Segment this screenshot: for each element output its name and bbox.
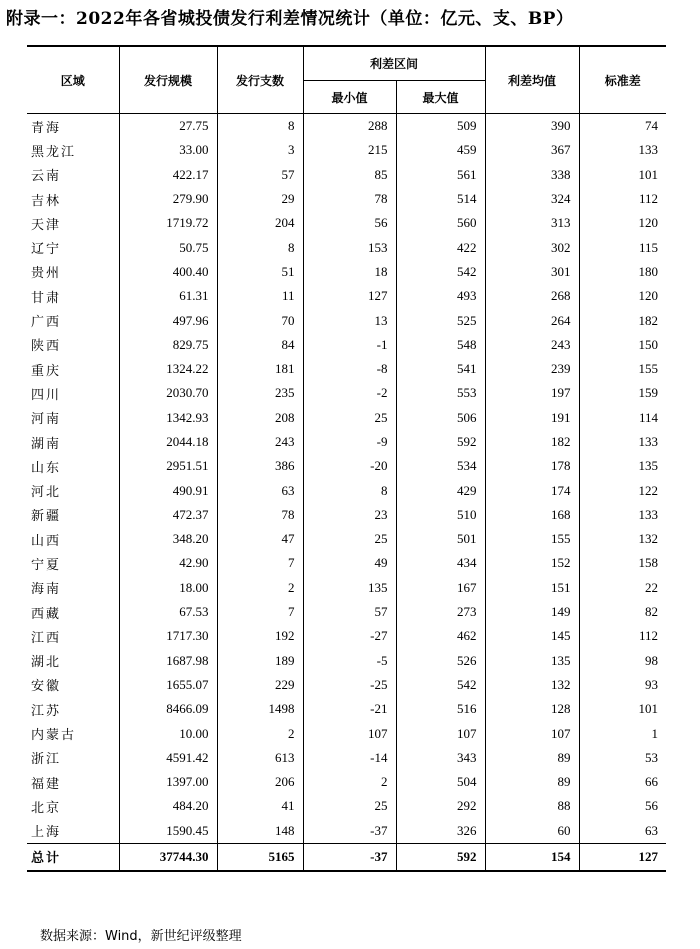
cell-spread-min: -8 bbox=[303, 357, 396, 381]
cell-issue-scale: 42.90 bbox=[119, 551, 217, 575]
table-row bbox=[27, 260, 666, 284]
cell-issue-count: 613 bbox=[217, 746, 303, 770]
cell-std-dev: 132 bbox=[638, 531, 659, 547]
cell-spread-min: 288 bbox=[303, 114, 396, 139]
cell-std-dev: 82 bbox=[645, 604, 659, 620]
document-title: 附录一：2022年各省城投债发行利差情况统计（单位：亿元、支、BP） bbox=[6, 9, 574, 29]
cell-std-dev: 158 bbox=[638, 555, 659, 571]
cell-spread-mean: 338 bbox=[485, 163, 579, 187]
cell-region: 贵州 bbox=[27, 260, 119, 284]
cell-issue-count: 7 bbox=[217, 600, 303, 624]
table-row bbox=[27, 114, 666, 139]
cell-spread-mean: 174 bbox=[485, 478, 579, 502]
table-row bbox=[27, 235, 666, 259]
cell-spread-mean: 367 bbox=[485, 138, 579, 162]
cell-issue-scale: 33.00 bbox=[119, 138, 217, 162]
cell-spread-mean: 135 bbox=[485, 649, 579, 673]
total-issue-count: 5165 bbox=[217, 843, 303, 871]
cell-spread-mean: 182 bbox=[485, 430, 579, 454]
cell-spread-min: 153 bbox=[303, 235, 396, 259]
cell-std-dev: 135 bbox=[638, 458, 659, 474]
cell-spread-min: -5 bbox=[303, 649, 396, 673]
cell-issue-scale: 18.00 bbox=[119, 576, 217, 600]
cell-spread-mean: 152 bbox=[485, 551, 579, 575]
cell-spread-min: 2 bbox=[303, 770, 396, 794]
cell-spread-mean: 191 bbox=[485, 406, 579, 430]
cell-std-dev: 112 bbox=[638, 628, 659, 644]
cell-spread-mean: 151 bbox=[485, 576, 579, 600]
cell-issue-scale: 67.53 bbox=[119, 600, 217, 624]
cell-region: 北京 bbox=[27, 794, 119, 818]
cell-issue-scale: 1397.00 bbox=[119, 770, 217, 794]
cell-spread-mean: 197 bbox=[485, 381, 579, 405]
table-row bbox=[27, 746, 666, 770]
cell-region: 宁夏 bbox=[27, 551, 119, 575]
cell-std-dev: 114 bbox=[638, 409, 659, 425]
cell-spread-mean: 168 bbox=[485, 503, 579, 527]
cell-issue-scale: 1342.93 bbox=[119, 406, 217, 430]
cell-region: 云南 bbox=[27, 163, 119, 187]
cell-spread-min: -2 bbox=[303, 381, 396, 405]
header-max: 最大值 bbox=[396, 81, 485, 114]
cell-spread-min: 49 bbox=[303, 551, 396, 575]
cell-issue-count: 2 bbox=[217, 576, 303, 600]
cell-spread-min: -27 bbox=[303, 624, 396, 648]
cell-spread-max: 493 bbox=[396, 284, 485, 308]
cell-region: 山西 bbox=[27, 527, 119, 551]
cell-spread-mean: 149 bbox=[485, 600, 579, 624]
cell-issue-count: 3 bbox=[217, 138, 303, 162]
cell-std-dev: 120 bbox=[638, 215, 659, 231]
cell-issue-count: 204 bbox=[217, 211, 303, 235]
cell-region: 广西 bbox=[27, 308, 119, 332]
total-region: 总计 bbox=[27, 843, 119, 871]
cell-std-dev: 101 bbox=[638, 701, 659, 717]
cell-spread-mean: 390 bbox=[485, 114, 579, 139]
cell-region: 江苏 bbox=[27, 697, 119, 721]
cell-spread-mean: 302 bbox=[485, 235, 579, 259]
cell-issue-count: 47 bbox=[217, 527, 303, 551]
total-spread-min: -37 bbox=[303, 843, 396, 871]
cell-region: 湖南 bbox=[27, 430, 119, 454]
cell-spread-max: 107 bbox=[396, 721, 485, 745]
cell-region: 海南 bbox=[27, 576, 119, 600]
cell-spread-max: 501 bbox=[396, 527, 485, 551]
cell-spread-mean: 268 bbox=[485, 284, 579, 308]
cell-issue-count: 7 bbox=[217, 551, 303, 575]
cell-issue-count: 206 bbox=[217, 770, 303, 794]
cell-spread-min: 25 bbox=[303, 794, 396, 818]
cell-issue-count: 8 bbox=[217, 235, 303, 259]
cell-spread-max: 343 bbox=[396, 746, 485, 770]
header-issue-count: 发行支数 bbox=[217, 46, 303, 114]
table-row bbox=[27, 333, 666, 357]
cell-spread-max: 167 bbox=[396, 576, 485, 600]
cell-std-dev: 74 bbox=[645, 118, 659, 134]
cell-spread-mean: 132 bbox=[485, 673, 579, 697]
cell-spread-min: 23 bbox=[303, 503, 396, 527]
table-row bbox=[27, 211, 666, 235]
cell-std-dev: 22 bbox=[645, 579, 659, 595]
cell-std-dev: 122 bbox=[638, 482, 659, 498]
cell-issue-count: 57 bbox=[217, 163, 303, 187]
cell-region: 重庆 bbox=[27, 357, 119, 381]
cell-spread-mean: 89 bbox=[485, 746, 579, 770]
cell-spread-mean: 239 bbox=[485, 357, 579, 381]
cell-issue-count: 189 bbox=[217, 649, 303, 673]
table-row bbox=[27, 454, 666, 478]
cell-spread-min: 127 bbox=[303, 284, 396, 308]
cell-region: 内蒙古 bbox=[27, 721, 119, 745]
cell-spread-mean: 301 bbox=[485, 260, 579, 284]
cell-region: 湖北 bbox=[27, 649, 119, 673]
cell-spread-min: 18 bbox=[303, 260, 396, 284]
cell-spread-max: 510 bbox=[396, 503, 485, 527]
cell-issue-count: 11 bbox=[217, 284, 303, 308]
cell-spread-min: -37 bbox=[303, 819, 396, 844]
cell-std-dev: 56 bbox=[645, 798, 659, 814]
cell-std-dev: 63 bbox=[645, 822, 659, 838]
table-body bbox=[27, 114, 666, 871]
table-row bbox=[27, 187, 666, 211]
table-row bbox=[27, 430, 666, 454]
cell-region: 新疆 bbox=[27, 503, 119, 527]
cell-std-dev: 150 bbox=[638, 336, 659, 352]
cell-issue-count: 243 bbox=[217, 430, 303, 454]
cell-std-dev: 93 bbox=[645, 676, 659, 692]
cell-spread-mean: 88 bbox=[485, 794, 579, 818]
cell-spread-mean: 178 bbox=[485, 454, 579, 478]
cell-spread-max: 509 bbox=[396, 114, 485, 139]
cell-spread-mean: 155 bbox=[485, 527, 579, 551]
cell-spread-mean: 313 bbox=[485, 211, 579, 235]
cell-spread-min: 57 bbox=[303, 600, 396, 624]
cell-std-dev: 182 bbox=[638, 312, 659, 328]
cell-spread-mean: 324 bbox=[485, 187, 579, 211]
table-row bbox=[27, 576, 666, 600]
cell-issue-scale: 2951.51 bbox=[119, 454, 217, 478]
cell-spread-mean: 264 bbox=[485, 308, 579, 332]
cell-issue-count: 70 bbox=[217, 308, 303, 332]
table-row bbox=[27, 478, 666, 502]
cell-region: 山东 bbox=[27, 454, 119, 478]
cell-spread-max: 516 bbox=[396, 697, 485, 721]
cell-region: 西藏 bbox=[27, 600, 119, 624]
cell-issue-scale: 472.37 bbox=[119, 503, 217, 527]
cell-issue-count: 78 bbox=[217, 503, 303, 527]
source-note: 数据来源：Wind，新世纪评级整理 bbox=[40, 929, 242, 944]
cell-region: 浙江 bbox=[27, 746, 119, 770]
cell-std-dev: 115 bbox=[638, 239, 659, 255]
cell-spread-mean: 107 bbox=[485, 721, 579, 745]
table-row bbox=[27, 551, 666, 575]
cell-std-dev: 155 bbox=[638, 361, 659, 377]
cell-issue-count: 41 bbox=[217, 794, 303, 818]
cell-issue-count: 229 bbox=[217, 673, 303, 697]
table-row bbox=[27, 600, 666, 624]
total-row bbox=[27, 843, 666, 871]
cell-spread-mean: 145 bbox=[485, 624, 579, 648]
header-std-dev: 标准差 bbox=[604, 73, 641, 88]
cell-spread-max: 273 bbox=[396, 600, 485, 624]
cell-spread-max: 326 bbox=[396, 819, 485, 844]
cell-issue-count: 208 bbox=[217, 406, 303, 430]
cell-spread-max: 541 bbox=[396, 357, 485, 381]
cell-issue-count: 8 bbox=[217, 114, 303, 139]
cell-issue-scale: 829.75 bbox=[119, 333, 217, 357]
cell-spread-max: 561 bbox=[396, 163, 485, 187]
cell-issue-count: 192 bbox=[217, 624, 303, 648]
cell-spread-max: 534 bbox=[396, 454, 485, 478]
cell-spread-max: 592 bbox=[396, 430, 485, 454]
cell-spread-mean: 128 bbox=[485, 697, 579, 721]
cell-spread-max: 429 bbox=[396, 478, 485, 502]
table-row bbox=[27, 163, 666, 187]
cell-spread-min: 135 bbox=[303, 576, 396, 600]
cell-spread-min: 13 bbox=[303, 308, 396, 332]
table-row bbox=[27, 673, 666, 697]
cell-region: 甘肃 bbox=[27, 284, 119, 308]
header-spread-mean: 利差均值 bbox=[485, 46, 579, 114]
cell-region: 陕西 bbox=[27, 333, 119, 357]
cell-spread-min: 78 bbox=[303, 187, 396, 211]
cell-spread-max: 526 bbox=[396, 649, 485, 673]
cell-spread-mean: 89 bbox=[485, 770, 579, 794]
cell-issue-count: 2 bbox=[217, 721, 303, 745]
cell-issue-count: 386 bbox=[217, 454, 303, 478]
cell-region: 上海 bbox=[27, 819, 119, 844]
cell-spread-max: 506 bbox=[396, 406, 485, 430]
cell-region: 河北 bbox=[27, 478, 119, 502]
total-spread-mean: 154 bbox=[485, 843, 579, 871]
cell-spread-min: 107 bbox=[303, 721, 396, 745]
cell-spread-min: 8 bbox=[303, 478, 396, 502]
cell-issue-count: 1498 bbox=[217, 697, 303, 721]
cell-spread-mean: 60 bbox=[485, 819, 579, 844]
cell-issue-count: 235 bbox=[217, 381, 303, 405]
cell-region: 天津 bbox=[27, 211, 119, 235]
cell-std-dev: 101 bbox=[638, 166, 659, 182]
cell-std-dev: 120 bbox=[638, 288, 659, 304]
cell-spread-max: 548 bbox=[396, 333, 485, 357]
table-row bbox=[27, 527, 666, 551]
cell-spread-min: 25 bbox=[303, 527, 396, 551]
table-row bbox=[27, 381, 666, 405]
table-row bbox=[27, 406, 666, 430]
cell-region: 江西 bbox=[27, 624, 119, 648]
cell-spread-min: 215 bbox=[303, 138, 396, 162]
spread-statistics-table bbox=[27, 45, 666, 872]
cell-spread-min: 25 bbox=[303, 406, 396, 430]
table-row bbox=[27, 138, 666, 162]
cell-spread-max: 542 bbox=[396, 260, 485, 284]
cell-issue-scale: 4591.42 bbox=[119, 746, 217, 770]
table-row bbox=[27, 794, 666, 818]
cell-spread-max: 459 bbox=[396, 138, 485, 162]
table-row bbox=[27, 357, 666, 381]
cell-spread-max: 514 bbox=[396, 187, 485, 211]
cell-issue-scale: 50.75 bbox=[119, 235, 217, 259]
cell-std-dev: 180 bbox=[638, 263, 659, 279]
table-row bbox=[27, 624, 666, 648]
cell-std-dev: 159 bbox=[638, 385, 659, 401]
cell-region: 福建 bbox=[27, 770, 119, 794]
cell-std-dev: 133 bbox=[638, 142, 659, 158]
cell-spread-max: 292 bbox=[396, 794, 485, 818]
cell-issue-count: 148 bbox=[217, 819, 303, 844]
cell-spread-max: 525 bbox=[396, 308, 485, 332]
cell-region: 吉林 bbox=[27, 187, 119, 211]
cell-spread-min: -9 bbox=[303, 430, 396, 454]
total-std-dev: 127 bbox=[579, 843, 666, 871]
cell-issue-scale: 2030.70 bbox=[119, 381, 217, 405]
table-row bbox=[27, 697, 666, 721]
cell-region: 青海 bbox=[27, 114, 119, 139]
cell-issue-scale: 8466.09 bbox=[119, 697, 217, 721]
cell-spread-max: 542 bbox=[396, 673, 485, 697]
cell-issue-scale: 484.20 bbox=[119, 794, 217, 818]
cell-std-dev: 112 bbox=[638, 191, 659, 207]
table-row bbox=[27, 770, 666, 794]
table-row bbox=[27, 721, 666, 745]
cell-region: 安徽 bbox=[27, 673, 119, 697]
table-row bbox=[27, 649, 666, 673]
cell-issue-scale: 1590.45 bbox=[119, 819, 217, 844]
cell-region: 辽宁 bbox=[27, 235, 119, 259]
cell-issue-scale: 1687.98 bbox=[119, 649, 217, 673]
cell-issue-count: 29 bbox=[217, 187, 303, 211]
cell-issue-scale: 10.00 bbox=[119, 721, 217, 745]
cell-std-dev: 98 bbox=[645, 652, 659, 668]
cell-region: 河南 bbox=[27, 406, 119, 430]
table-row bbox=[27, 308, 666, 332]
header-region: 区域 bbox=[27, 46, 119, 114]
total-spread-max: 592 bbox=[396, 843, 485, 871]
cell-spread-min: -25 bbox=[303, 673, 396, 697]
cell-issue-scale: 1655.07 bbox=[119, 673, 217, 697]
cell-issue-count: 181 bbox=[217, 357, 303, 381]
cell-spread-max: 553 bbox=[396, 381, 485, 405]
cell-spread-max: 422 bbox=[396, 235, 485, 259]
cell-issue-scale: 1717.30 bbox=[119, 624, 217, 648]
cell-spread-max: 434 bbox=[396, 551, 485, 575]
cell-std-dev: 133 bbox=[638, 506, 659, 522]
cell-spread-min: -1 bbox=[303, 333, 396, 357]
cell-spread-min: 56 bbox=[303, 211, 396, 235]
cell-issue-scale: 1324.22 bbox=[119, 357, 217, 381]
cell-spread-max: 504 bbox=[396, 770, 485, 794]
cell-spread-mean: 243 bbox=[485, 333, 579, 357]
cell-std-dev: 53 bbox=[645, 749, 659, 765]
total-issue-scale: 37744.30 bbox=[119, 843, 217, 871]
cell-spread-min: -14 bbox=[303, 746, 396, 770]
table-row bbox=[27, 503, 666, 527]
cell-spread-max: 462 bbox=[396, 624, 485, 648]
cell-issue-scale: 1719.72 bbox=[119, 211, 217, 235]
cell-spread-min: -21 bbox=[303, 697, 396, 721]
cell-issue-scale: 400.40 bbox=[119, 260, 217, 284]
cell-issue-count: 84 bbox=[217, 333, 303, 357]
cell-issue-scale: 279.90 bbox=[119, 187, 217, 211]
cell-issue-count: 51 bbox=[217, 260, 303, 284]
cell-std-dev: 133 bbox=[638, 434, 659, 449]
cell-issue-scale: 27.75 bbox=[119, 114, 217, 139]
cell-issue-scale: 348.20 bbox=[119, 527, 217, 551]
table-row bbox=[27, 284, 666, 308]
cell-spread-min: 85 bbox=[303, 163, 396, 187]
header-spread-range: 利差区间 bbox=[303, 46, 485, 81]
cell-region: 四川 bbox=[27, 381, 119, 405]
header-min: 最小值 bbox=[303, 81, 396, 114]
cell-issue-scale: 422.17 bbox=[119, 163, 217, 187]
table-row bbox=[27, 819, 666, 844]
cell-spread-max: 560 bbox=[396, 211, 485, 235]
cell-spread-min: -20 bbox=[303, 454, 396, 478]
cell-issue-scale: 2044.18 bbox=[119, 430, 217, 454]
cell-std-dev: 66 bbox=[645, 774, 659, 790]
cell-issue-scale: 61.31 bbox=[119, 284, 217, 308]
cell-region: 黑龙江 bbox=[27, 138, 119, 162]
cell-issue-scale: 490.91 bbox=[119, 478, 217, 502]
cell-std-dev: 1 bbox=[651, 725, 659, 741]
cell-issue-scale: 497.96 bbox=[119, 308, 217, 332]
header-issue-scale: 发行规模 bbox=[119, 46, 217, 114]
cell-issue-count: 63 bbox=[217, 478, 303, 502]
